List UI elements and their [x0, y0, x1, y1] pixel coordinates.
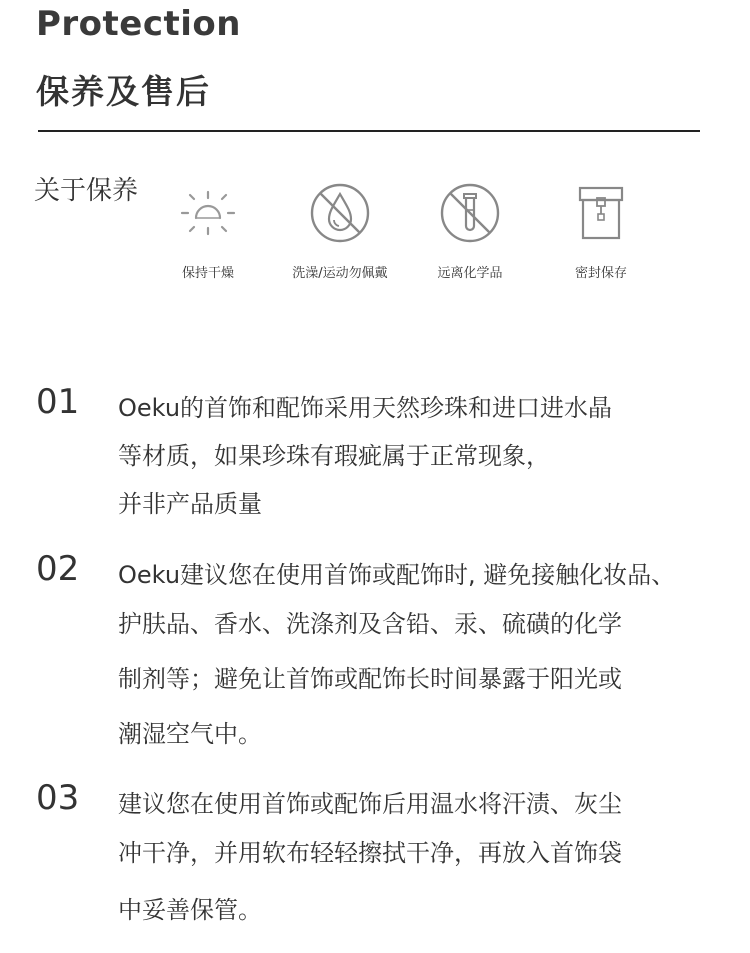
header-divider — [38, 130, 700, 132]
sun-icon — [173, 178, 243, 248]
tip-line: 并非产品质量 — [118, 490, 262, 518]
care-item-avoid-chemicals — [400, 178, 540, 281]
page-title-chinese: 保养及售后 — [36, 72, 211, 111]
page-title-english: Protection — [36, 4, 241, 44]
care-caption: 洗澡/运动勿佩戴 — [292, 266, 388, 281]
tip-line: 中妥善保管。 — [118, 896, 262, 924]
tip-line: 潮湿空气中。 — [118, 720, 262, 748]
tip-line: Oeku建议您在使用首饰或配饰时, 避免接触化妆品、 — [118, 561, 676, 589]
care-item-keep-dry — [138, 178, 278, 281]
care-item-no-bath — [270, 178, 410, 281]
tip-number: 01 — [36, 382, 80, 422]
tip-line: 建议您在使用首饰或配饰后用温水将汗渍、灰尘 — [118, 790, 622, 818]
care-caption: 远离化学品 — [437, 266, 503, 281]
tip-number: 03 — [36, 778, 80, 818]
tip-line: 护肤品、香水、洗涤剂及含铅、汞、硫磺的化学 — [118, 610, 622, 638]
care-caption: 密封保存 — [574, 266, 627, 281]
tip-line: 制剂等；避免让首饰或配饰长时间暴露于阳光或 — [118, 665, 622, 693]
care-caption: 保持干燥 — [181, 266, 234, 281]
care-section-label: 关于保养 — [34, 176, 139, 206]
tip-line: Oeku的首饰和配饰采用天然珍珠和进口进水晶 — [118, 394, 613, 422]
sealed-box-icon — [566, 178, 636, 248]
no-test-tube-icon — [435, 178, 505, 248]
tip-line: 冲干净，并用软布轻轻擦拭干净，再放入首饰袋 — [118, 839, 622, 867]
tip-line: 等材质，如果珍珠有瑕疵属于正常现象， — [118, 442, 550, 470]
tip-number: 02 — [36, 549, 80, 589]
care-item-sealed-storage — [531, 178, 671, 281]
no-water-drop-icon — [305, 178, 375, 248]
